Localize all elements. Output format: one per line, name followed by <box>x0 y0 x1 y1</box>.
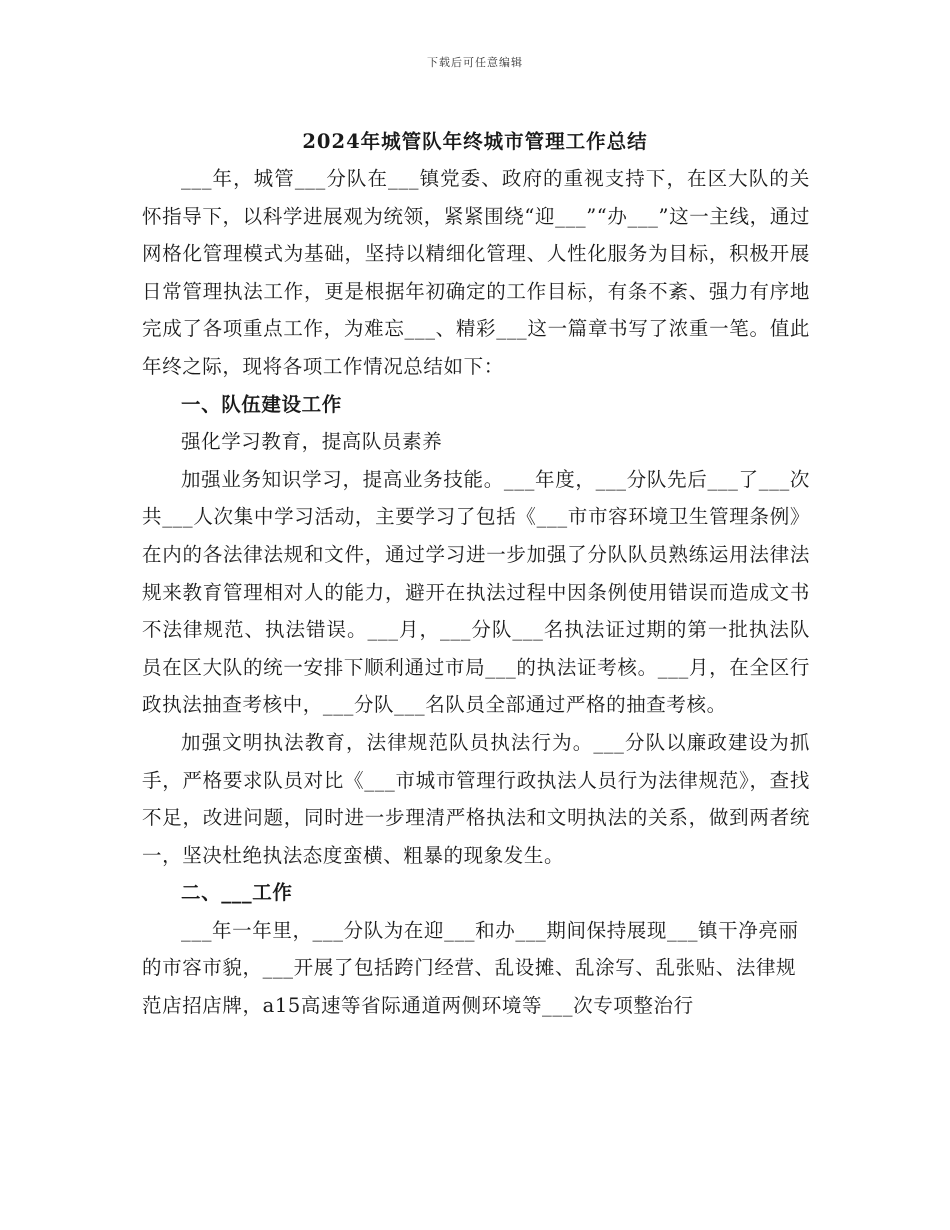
header-note: 下载后可任意编辑 <box>427 56 523 69</box>
paragraph-1: 加强业务知识学习，提高业务技能。___年度，___分队先后___了___次共___人次集中学习活动，主要学习了包括《___市市容环境卫生管理条例》在内的各法律法规和文件，通过学习进一步加强了分队队员熟练运用法律法规来教育管理相对人的能力，避开在执法过程中因条例使用错误而造成文书不法律规范、执法错误。___月，___分队___名执法证过期的第一批执法队员在区大队的统一安排下顺利通过市局___的执法证考核。___月，在全区行政执法抽查考核中，___分队___名队员全部通过严格的抽查考核。 <box>142 467 810 717</box>
paragraph-3: ___年一年里，___分队为在迎___和办___期间保持展现___镇干净亮丽的市容市貌，___开展了包括跨门经营、乱设摊、乱涂写、乱张贴、法律规范店招店牌，a15高速等省际通道两侧环境等___次专项整治行 <box>142 918 799 1018</box>
subheading-1: 强化学习教育，提高队员素养 <box>181 430 443 454</box>
document-title: 2024年城管队年终城市管理工作总结 <box>302 130 648 153</box>
document-body <box>142 160 810 1025</box>
section-heading-1: 一、队伍建设工作 <box>181 392 342 416</box>
section-heading-2: 二、___工作 <box>181 881 293 905</box>
paragraph-2: 加强文明执法教育，法律规范队员执法行为。___分队以廉政建设为抓手，严格要求队员对比《___市城市管理行政执法人员行为法律规范》，查找不足，改进问题，同时进一步理清严格执法和文明执法的关系，做到两者统一，坚决杜绝执法态度蛮横、粗暴的现象发生。 <box>142 730 810 867</box>
intro-paragraph: ___年，城管___分队在___镇党委、政府的重视支持下，在区大队的关怀指导下，以科学进展观为统领，紧紧围绕“迎___”“办___”这一主线，通过网格化管理模式为基础，坚持以精细化管理、人性化服务为目标，积极开展日常管理执法工作，更是根据年初确定的工作目标，有条不紊、强力有序地完成了各项重点工作，为难忘___、精彩___这一篇章书写了浓重一笔。值此年终之际，现将各项工作情况总结如下： <box>142 167 810 378</box>
